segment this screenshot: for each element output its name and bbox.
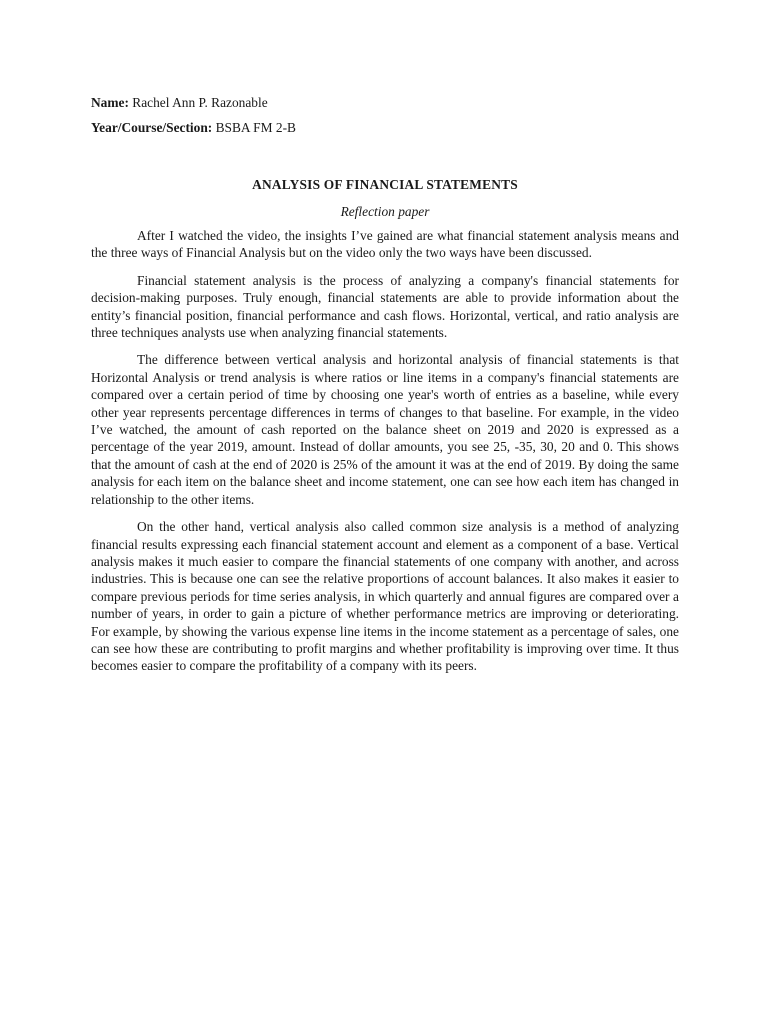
section-label: Year/Course/Section: <box>91 120 213 135</box>
section-value: BSBA FM 2-B <box>215 120 296 135</box>
body-paragraph-2: Financial statement analysis is the process of analyzing a company's financial statements for decision-making purposes. Truly enough, financial statements are able to provide information about the entity’s financial position, financial performance and cash flows. Horizontal, vertical, and ratio analysis are three techniques analysts use when analyzing financial statements. <box>91 272 679 341</box>
body-paragraph-3: The difference between vertical analysis and horizontal analysis of financial statements is that Horizontal Analysis or trend analysis is where ratios or line items in a company's financial statements are compared over a certain period of time by choosing one year's worth of entries as a baseline, while every other year represents percentage differences in terms of changes to that baseline. For example, in the video I’ve watched, the amount of cash reported on the balance sheet on 2019 and 2020 is expressed as a percentage of the year 2019, amount. Instead of dollar amounts, you see 25, -35, 30, 20 and 0. This shows that the amount of cash at the end of 2020 is 25% of the amount it was at the end of 2019. By doing the same analysis for each item on the balance sheet and income statement, one can see how each item has changed in relationship to the other items. <box>91 352 679 507</box>
student-name-line <box>91 94 679 111</box>
name-label: Name: <box>91 95 129 110</box>
document-subtitle: Reflection paper <box>340 204 430 219</box>
section-line <box>91 119 679 136</box>
document-title: ANALYSIS OF FINANCIAL STATEMENTS <box>252 177 518 192</box>
body-paragraph-4: On the other hand, vertical analysis also called common size analysis is a method of analyzing financial results expressing each financial statement account and element as a component of a base. Vertical analysis makes it much easier to compare the financial statements of one company with another, and across industries. This is because one can see the relative proportions of account balances. It also makes it easier to compare previous periods for time series analysis, in which quarterly and annual figures are compared over a number of years, in order to gain a picture of whether performance metrics are improving or deteriorating. For example, by showing the various expense line items in the income statement as a percentage of sales, one can see how these are contributing to profit margins and whether profitability is improving over time. It thus becomes easier to compare the profitability of a company with its peers. <box>91 519 679 674</box>
body-paragraph-1: After I watched the video, the insights I’ve gained are what financial statement analysis means and the three ways of Financial Analysis but on the video only the two ways have been discussed. <box>91 228 679 261</box>
name-value: Rachel Ann P. Razonable <box>132 95 268 110</box>
